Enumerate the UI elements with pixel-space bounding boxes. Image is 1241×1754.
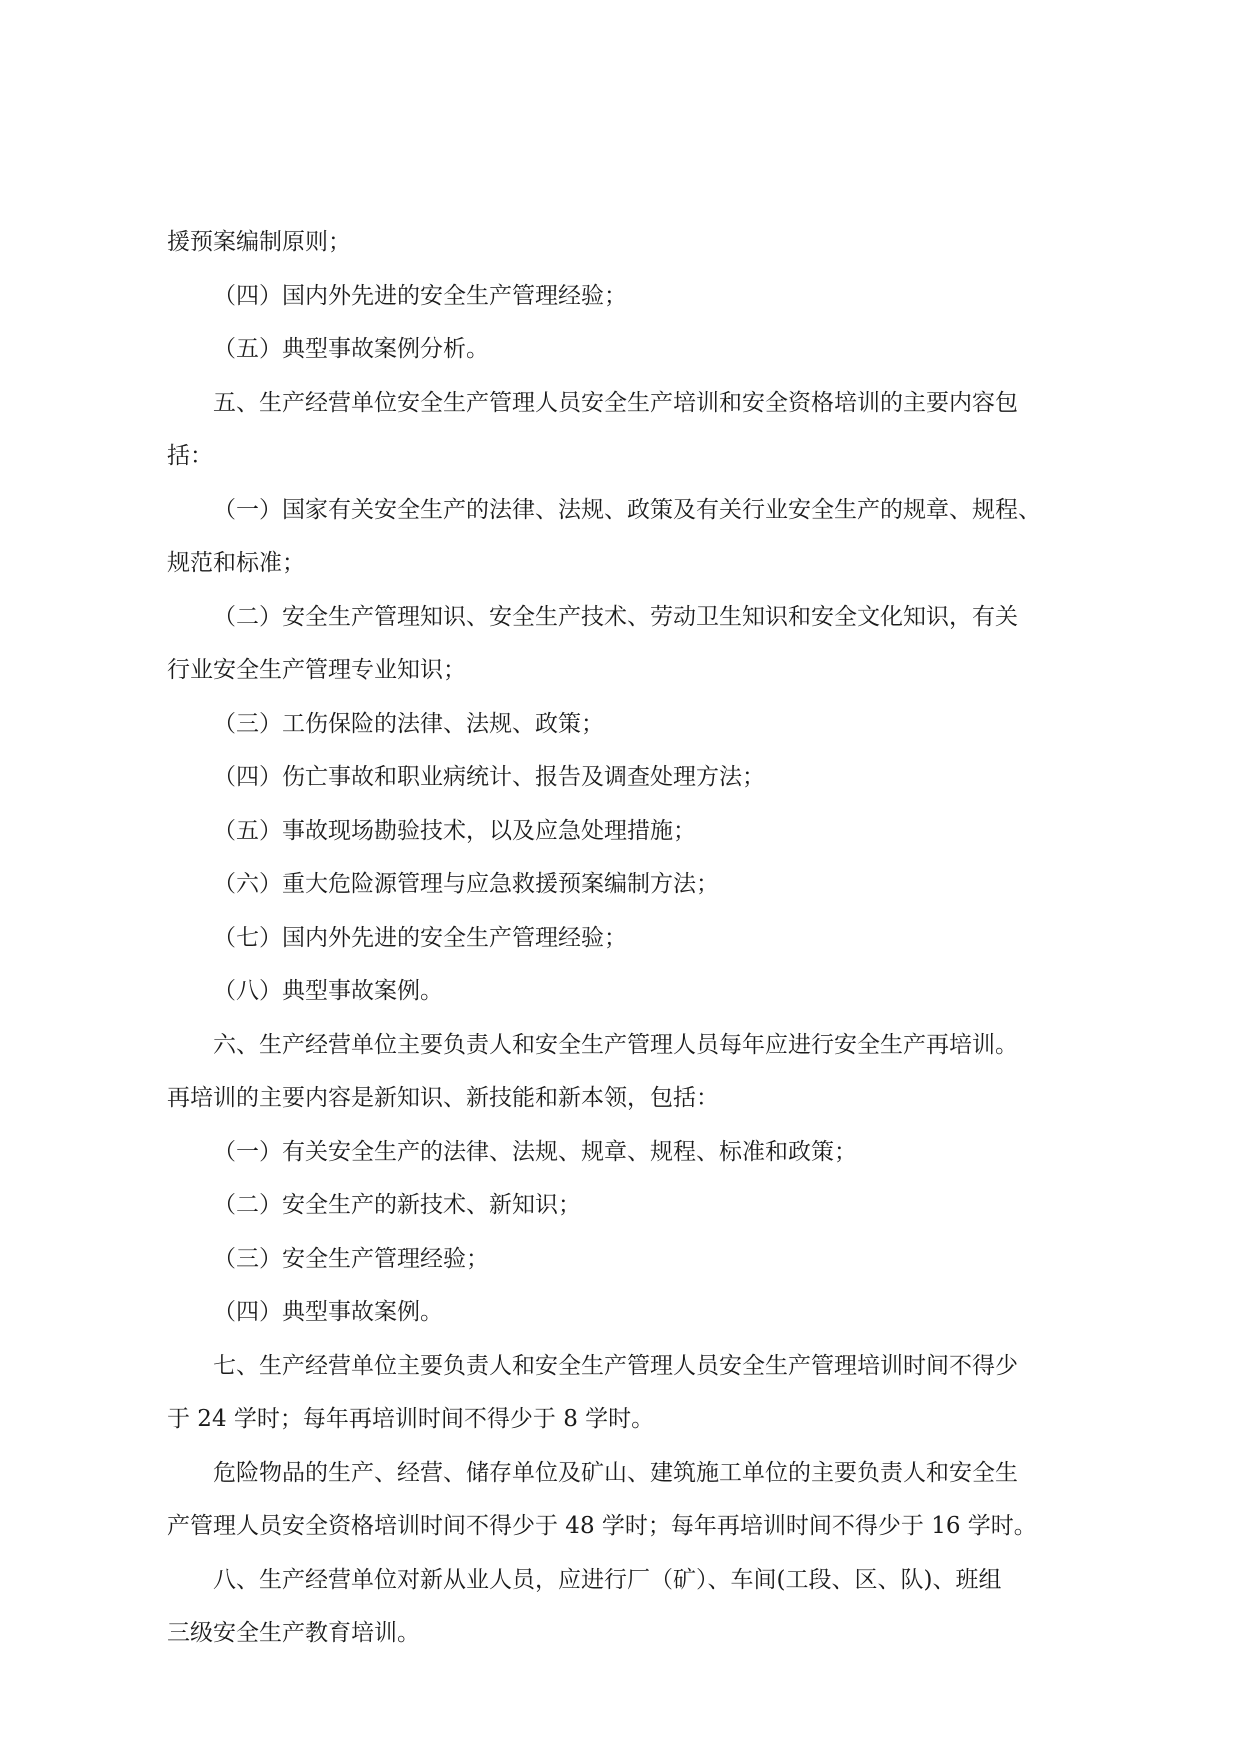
text-line: （四）国内外先进的安全生产管理经验； — [213, 282, 627, 309]
text-line: 括： — [167, 443, 213, 469]
document-body — [167, 216, 1087, 1661]
text-line: （七）国内外先进的安全生产管理经验； — [213, 924, 627, 951]
text-line: 产管理人员安全资格培训时间不得少于 48 学时；每年再培训时间不得少于 16 学时。 — [167, 1513, 1037, 1539]
section-heading-7: 七、生产经营单位主要负责人和安全生产管理人员安全生产管理培训时间不得少 — [213, 1352, 1018, 1379]
text-line: （二）安全生产管理知识、安全生产技术、劳动卫生知识和安全文化知识，有关 — [213, 603, 1018, 630]
text-line: 于 24 学时；每年再培训时间不得少于 8 学时。 — [167, 1406, 655, 1432]
text-line: （二）安全生产的新技术、新知识； — [213, 1192, 581, 1218]
text-line: （三）安全生产管理经验； — [213, 1245, 489, 1272]
text-line: 再培训的主要内容是新知识、新技能和新本领，包括： — [167, 1085, 719, 1111]
text-line: （六）重大危险源管理与应急救援预案编制方法； — [213, 871, 719, 897]
text-line: 行业安全生产管理专业知识； — [167, 657, 466, 683]
text-line: （四）典型事故案例。 — [213, 1299, 443, 1325]
section-heading-6: 六、生产经营单位主要负责人和安全生产管理人员每年应进行安全生产再培训。 — [213, 1031, 1018, 1058]
text-line: 危险物品的生产、经营、储存单位及矿山、建筑施工单位的主要负责人和安全生 — [213, 1459, 1018, 1486]
text-line: 规范和标准； — [167, 550, 305, 576]
text-line: （五）典型事故案例分析。 — [213, 336, 489, 362]
text-line: 援预案编制原则； — [167, 229, 351, 255]
text-line: （五）事故现场勘验技术，以及应急处理措施； — [213, 817, 696, 844]
text-line: 三级安全生产教育培训。 — [167, 1620, 420, 1646]
text-line: （一）国家有关安全生产的法律、法规、政策及有关行业安全生产的规章、规程、 — [213, 496, 1041, 523]
section-heading-5: 五、生产经营单位安全生产管理人员安全生产培训和安全资格培训的主要内容包 — [213, 389, 1018, 416]
text-line: （四）伤亡事故和职业病统计、报告及调查处理方法； — [213, 764, 765, 790]
section-heading-8: 八、生产经营单位对新从业人员，应进行厂（矿）、车间(工段、区、队)、班组 — [213, 1566, 1002, 1593]
text-line: （一）有关安全生产的法律、法规、规章、规程、标准和政策； — [213, 1138, 857, 1165]
text-line: （八）典型事故案例。 — [213, 978, 443, 1004]
text-line: （三）工伤保险的法律、法规、政策； — [213, 710, 604, 737]
